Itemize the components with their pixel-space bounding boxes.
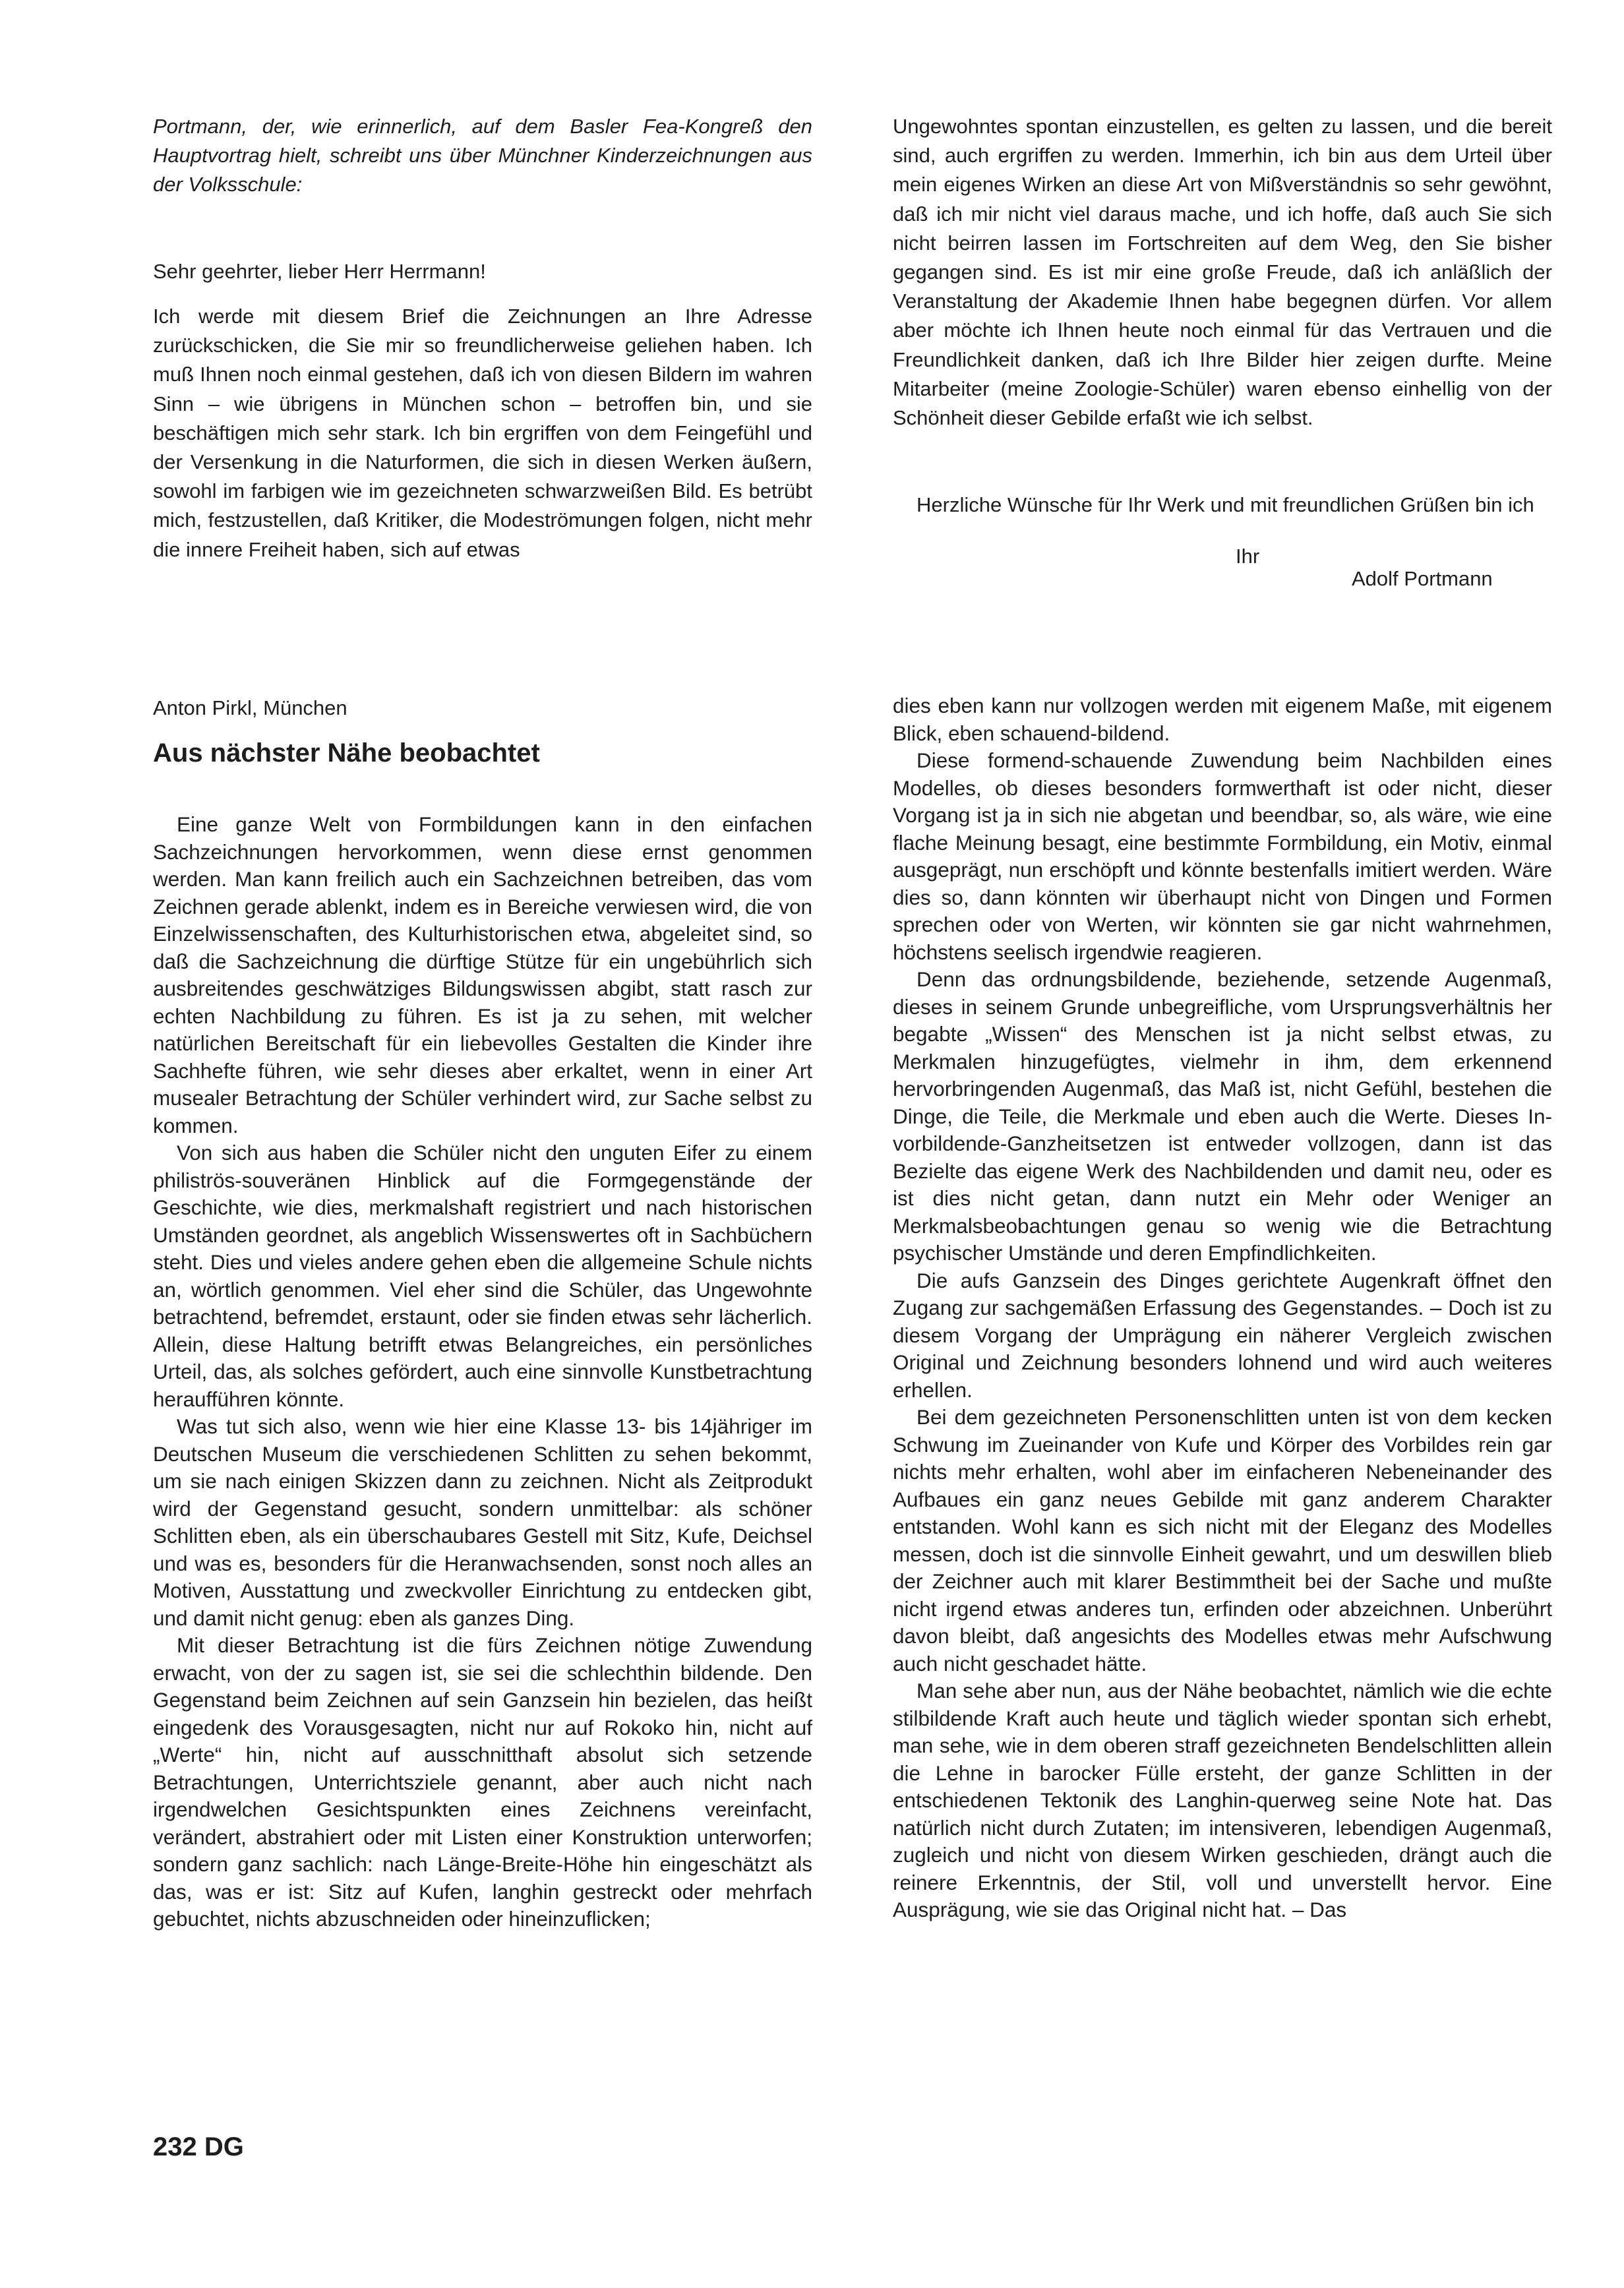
letter-body-right: Ungewohntes spontan einzustellen, es gelten zu lassen, und die bereit sind, auch ergriffen zu werden. Immerhin, ich bin aus dem Urteil über mein eigenes Wirken an diese Art von Mißverständnis so sehr gewöhnt, daß ich mir nicht viel daraus mache, und ich hoffe, daß auch Sie sich nicht beirren lassen im Fortschreiten auf dem Weg, den Sie bisher gegangen sind. Es ist mir eine große Freude, daß ich anläßlich der Veranstaltung der Akademie Ihnen habe begegnen dürfen. Vor allem aber möchte ich Ihnen heute noch einmal für das Vertrauen und die Freundlichkeit danken, daß ich Ihre Bilder hier zeigen durfte. Meine Mitarbeiter (meine Zoologie-Schüler) waren ebenso einhellig von der Schönheit dieser Gebilde erfaßt wie ich selbst. bbox=[893, 115, 1552, 430]
article-paragraph: Diese formend-schauende Zuwendung beim Nachbilden eines Modelles, ob dieses besonders formwerthaft ist oder nicht, dieser Vorgang ist ja in sich nie abgetan und beendbar, so, als wäre, wie eine flache Meinung besagt, eine bestimmte Formbildung, ein Motiv, einmal ausgeprägt, nun erschöpft und könnte bestenfalls imitiert werden. Wäre dies so, dann könnten wir überhaupt nicht von Dingen und Formen sprechen oder von Werten, wir könnten sie gar nicht wahrnehmen, höchstens seelisch irgendwie reagieren. bbox=[893, 748, 1552, 964]
article-title: Aus nächster Nähe beobachtet bbox=[153, 738, 540, 768]
article-paragraph: Die aufs Ganzsein des Dinges gerichtete Augenkraft öffnet den Zugang zur sachgemäßen Erfassung des Gegenstandes. – Doch ist zu diesem Vorgang der Umprägung ein näherer Vergleich zwischen Original und Zeichnung besonders lohnend und wird auch weiteres erhellen. bbox=[893, 1268, 1552, 1402]
article-paragraph: Was tut sich also, wenn wie hier eine Klasse 13- bis 14jähriger im Deutschen Museum die verschiedenen Schlitten zu sehen bekommt, um sie nach einigen Skizzen dann zu zeichnen. Nicht als Zeitprodukt wird der Gegenstand gesucht, sondern unmittelbar: als schöner Schlitten eben, als ein überschaubares Gestell mit Sitz, Kufe, Deichsel und was es, besonders für die Heranwachsenden, sonst noch alles an Motiven, Ausstattung und zweckvoller Einrichtung zu entdecken gibt, und damit nicht genug: eben als ganzes Ding. bbox=[153, 1414, 812, 1630]
letter-intro bbox=[153, 112, 812, 200]
article-paragraph: Man sehe aber nun, aus der Nähe beobachtet, nämlich wie die echte stilbildende Kraft auch heute und täglich wieder spontan sich erhebt, man sehe, wie in dem oberen straff gezeichneten Bendelschlitten allein die Lehne in barocker Fülle ersteht, der ganze Schlitten in der entschiedenen Tektonik des Langhin-querweg seine Note hat. Das natürlich nicht durch Zutaten; im intensiveren, lebendigen Augenmaß, zugleich und nicht von diesem Wirken geschieden, drängt auch die reinere Erkenntnis, der Stil, voll und unverstellt hervor. Eine Ausprägung, wie sie das Original nicht hat. – Das bbox=[893, 1679, 1552, 1921]
article-paragraph: Von sich aus haben die Schüler nicht den unguten Eifer zu einem philiströs-souveränen Hinblick auf die Formgegenstände der Geschichte, wie dies, merkmalshaft registriert und nach historischen Umständen geordnet, als angeblich Wissenswertes oft in Sachbüchern steht. Dies und vieles andere gehen eben die allgemeine Schule nichts an, wörtlich genommen. Viel eher sind die Schüler, das Ungewohnte betrachtend, befremdet, erstaunt, oder sie finden etwas sehr lächerlich. Allein, diese Haltung betrifft etwas Belangreiches, ein persönliches Urteil, das, als solches gefördert, auch eine sinnvolle Kunstbetrachtung heraufführen könnte. bbox=[153, 1141, 812, 1411]
letter-body-left: Ich werde mit diesem Brief die Zeichnungen an Ihre Adresse zurückschicken, die Sie mir so freundlicherweise geliehen haben. Ich muß Ihnen noch einmal gestehen, daß ich von diesen Bildern im wahren Sinn – wie übrigens in München schon – betroffen bin, und sie beschäftigen mich sehr stark. Ich bin ergriffen von dem Feingefühl und der Versenkung in die Naturformen, die sich in diesen Werken äußern, sowohl im farbigen wie im gezeichneten schwarzweißen Bild. Es betrübt mich, festzustellen, daß Kritiker, die Modeströmungen folgen, nicht mehr die innere Freiheit haben, sich auf etwas bbox=[153, 305, 812, 561]
article-left-column bbox=[153, 811, 812, 1933]
letter-closing-ihr: Ihr bbox=[1236, 545, 1260, 568]
article-author: Anton Pirkl, München bbox=[153, 696, 347, 719]
letter-intro-text: Portmann, der, wie erinnerlich, auf dem Basler Fea-Kongreß den Hauptvortrag hielt, schreibt uns über Münchner Kinderzeichnungen aus der Volksschule: bbox=[153, 115, 812, 196]
article-paragraph: Bei dem gezeichneten Personenschlitten unten ist von dem kecken Schwung im Zueinander von Kufe und Körper des Vorbildes rein gar nichts mehr erhalten, wohl aber im einfacheren Nebeneinander des Aufbaues ein ganz neues Gebilde mit ganz anderem Charakter entstanden. Wohl kann es sich nicht mit der Eleganz des Modelles messen, doch ist die sinnvolle Einheit gewahrt, und um deswillen blieb der Zeichner auch mit klarer Bestimmtheit bei der Sache und mußte nicht irgend etwas anderes tun, erfinden oder abzeichnen. Unberührt davon bleibt, daß angesichts des Modelles etwas mehr Aufschwung auch nicht geschadet hätte. bbox=[893, 1405, 1552, 1675]
article-paragraph: Eine ganze Welt von Formbildungen kann in den einfachen Sachzeichnungen hervorkommen, wenn diese ernst genommen werden. Man kann freilich auch ein Sachzeichnen betreiben, das vom Zeichnen gerade ablenkt, indem es in Bereiche verwiesen wird, die von Einzelwissenschaften, des Kulturhistorischen etwa, abgeleitet sind, so daß die Sachzeichnung die dürftige Stütze für ein ungebührlich sich ausbreitendes geschwätziges Bildungswissen abgibt, statt rasch zur echten Nachbildung zu führen. Es ist ja zu sehen, mit welcher natürlichen Bereitschaft für ein liebevolles Gestalten die Kinder ihre Sachhefte führen, wie sehr dieses aber erkaltet, wenn in einer Art musealer Betrachtung der Schüler verhindert wird, zur Sache selbst zu kommen. bbox=[153, 812, 812, 1137]
article-paragraph: Denn das ordnungsbildende, beziehende, setzende Augenmaß, dieses in seinem Grunde unbegreifliche, vom Ursprungsverhältnis her begabte „Wissen“ des Menschen ist ja nicht selbst etwas, zu Merkmalen hinzugefügtes, vielmehr in ihm, dem erkennend hervorbringenden Augenmaß, das Maß ist, nicht Gefühl, bestehen die Dinge, die Teile, die Merkmale und eben auch die Werte. Dieses In-vorbildende-Ganzheitsetzen ist entweder vollzogen, dann ist das Bezielte das eigene Werk des Nachbildenden und damit neu, oder es ist dies nicht getan, dann nutzt ein Mehr oder Weniger an Merkmalsbeobachtungen genau so wenig wie die Betrachtung psychischer Umstände und deren Empfindlichkeiten. bbox=[893, 967, 1552, 1265]
article-paragraph: dies eben kann nur vollzogen werden mit eigenem Maße, mit eigenem Blick, eben schauend-bildend. bbox=[893, 694, 1552, 745]
article-right-column bbox=[893, 692, 1552, 1924]
letter-closing: Herzliche Wünsche für Ihr Werk und mit freundlichen Grüßen bin ich bbox=[917, 493, 1534, 516]
letter-salutation: Sehr geehrter, lieber Herr Herrmann! bbox=[153, 260, 486, 283]
letter-signature: Adolf Portmann bbox=[1352, 567, 1493, 590]
article-paragraph: Mit dieser Betrachtung ist die fürs Zeichnen nötige Zuwendung erwacht, von der zu sagen ist, sie sei die schlechthin bildende. Den Gegenstand beim Zeichnen auf sein Ganzsein hin bezielen, das heißt eingedenk des Vorausgesagten, nicht nur auf Rokoko hin, nicht auf „Werte“ hin, nicht auf ausschnitthaft absolut sich setzende Betrachtungen, Unterrichtsziele genannt, aber auch nicht nach irgendwelchen Gesichtspunkten eines Zeichnens vereinfacht, verändert, abstrahiert oder mit Listen einer Konstruktion unterworfen; sondern ganz sachlich: nach Länge-Breite-Höhe hin eingeschätzt als das, was er ist: Sitz auf Kufen, langhin gestreckt oder mehrfach gebuchtet, nichts abzuschneiden oder hineinzuflicken; bbox=[153, 1633, 812, 1931]
page-folio: 232 DG bbox=[153, 2132, 244, 2161]
